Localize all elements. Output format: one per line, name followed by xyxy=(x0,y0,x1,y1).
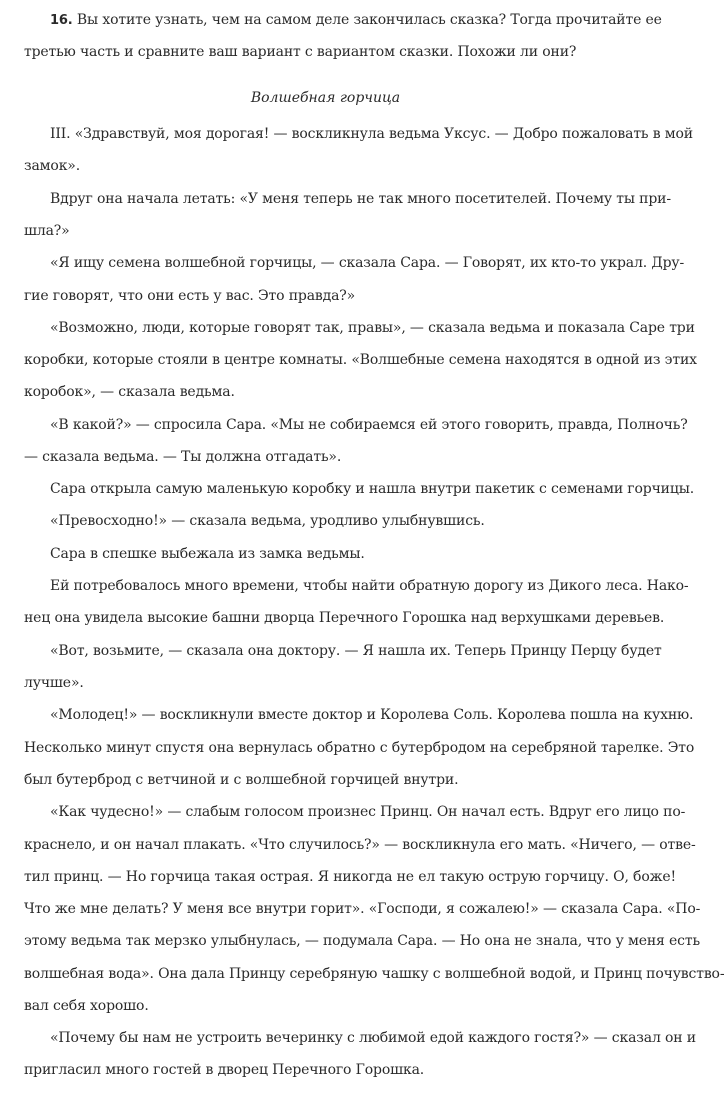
story-line: коробок», — сказала ведьма. xyxy=(24,384,235,400)
story-line: «В какой?» — спросила Сара. «Мы не собираемся ей этого говорить, правда, Полночь? xyxy=(50,417,688,433)
story-line: Сара в спешке выбежала из замка ведьмы. xyxy=(50,546,365,562)
story-line: замок». xyxy=(24,158,81,174)
story-line: коробки, которые стояли в центре комнаты. «Волшебные семена находятся в одной из этих xyxy=(24,352,697,368)
story-line: — сказала ведьма. — Ты должна отгадать». xyxy=(24,449,342,465)
story-line: «Превосходно!» — сказала ведьма, уродливо улыбнувшись. xyxy=(50,513,485,529)
story-line: Вдруг она начала летать: «У меня теперь не так много посетителей. Почему ты при- xyxy=(50,191,671,207)
story-line: шла?» xyxy=(24,223,70,239)
exercise-line-1 xyxy=(50,10,662,31)
story-line: «Я ищу семена волшебной горчицы, — сказала Сара. — Говорят, их кто-то украл. Дру- xyxy=(50,255,685,271)
story-line: нец она увидела высокие башни дворца Перечного Горошка над верхушками деревьев. xyxy=(24,610,665,626)
story-line: был бутерброд с ветчиной и с волшебной горчицей внутри. xyxy=(24,772,459,788)
story-line: «Молодец!» — воскликнули вместе доктор и Королева Соль. Королева пошла на кухню. xyxy=(50,707,694,723)
exercise-text-1: Вы хотите узнать, чем на самом деле закончилась сказка? Тогда прочитайте ее xyxy=(76,12,662,28)
exercise-number: 16. xyxy=(50,13,73,28)
story-line: III. «Здравствуй, моя дорогая! — воскликнула ведьма Уксус. — Добро пожаловать в мой xyxy=(50,126,693,142)
story-line: краснело, и он начал плакать. «Что случилось?» — воскликнула его мать. «Ничего, — отве- xyxy=(24,837,696,853)
story-line: «Как чудесно!» — слабым голосом произнес Принц. Он начал есть. Вдруг его лицо по- xyxy=(50,804,686,820)
story-line: Что же мне делать? У меня все внутри горит». «Господи, я сожалею!» — сказала Сара. «По- xyxy=(24,901,701,917)
story-line: этому ведьма так мерзко улыбнулась, — подумала Сара. — Но она не знала, что у меня есть xyxy=(24,933,700,949)
story-line: «Вот, возьмите, — сказала она доктору. — Я нашла их. Теперь Принцу Перцу будет xyxy=(50,643,662,659)
story-title: Волшебная горчица xyxy=(250,90,401,106)
story-line: тил принц. — Но горчица такая острая. Я никогда не ел такую острую горчицу. О, боже! xyxy=(24,869,676,885)
story-line: гие говорят, что они есть у вас. Это правда?» xyxy=(24,288,356,304)
story-line: Ей потребовалось много времени, чтобы найти обратную дорогу из Дикого леса. Нако- xyxy=(50,578,689,594)
story-line: вал себя хорошо. xyxy=(24,998,149,1014)
story-line: Несколько минут спустя она вернулась обратно с бутербродом на серебряной тарелке. Это xyxy=(24,740,695,756)
story-line: волшебная вода». Она дала Принцу серебряную чашку с волшебной водой, и Принц почувство- xyxy=(24,966,724,982)
story-line: Сара открыла самую маленькую коробку и нашла внутри пакетик с семенами горчицы. xyxy=(50,481,695,497)
story-line: лучше». xyxy=(24,675,84,691)
story-line: «Почему бы нам не устроить вечеринку с любимой едой каждого гостя?» — сказал он и xyxy=(50,1030,696,1046)
story-line: пригласил много гостей в дворец Перечного Горошка. xyxy=(24,1062,425,1078)
exercise-line-2: третью часть и сравните ваш вариант с вариантом сказки. Похожи ли они? xyxy=(24,44,577,60)
story-line: «Возможно, люди, которые говорят так, правы», — сказала ведьма и показала Саре три xyxy=(50,320,695,336)
